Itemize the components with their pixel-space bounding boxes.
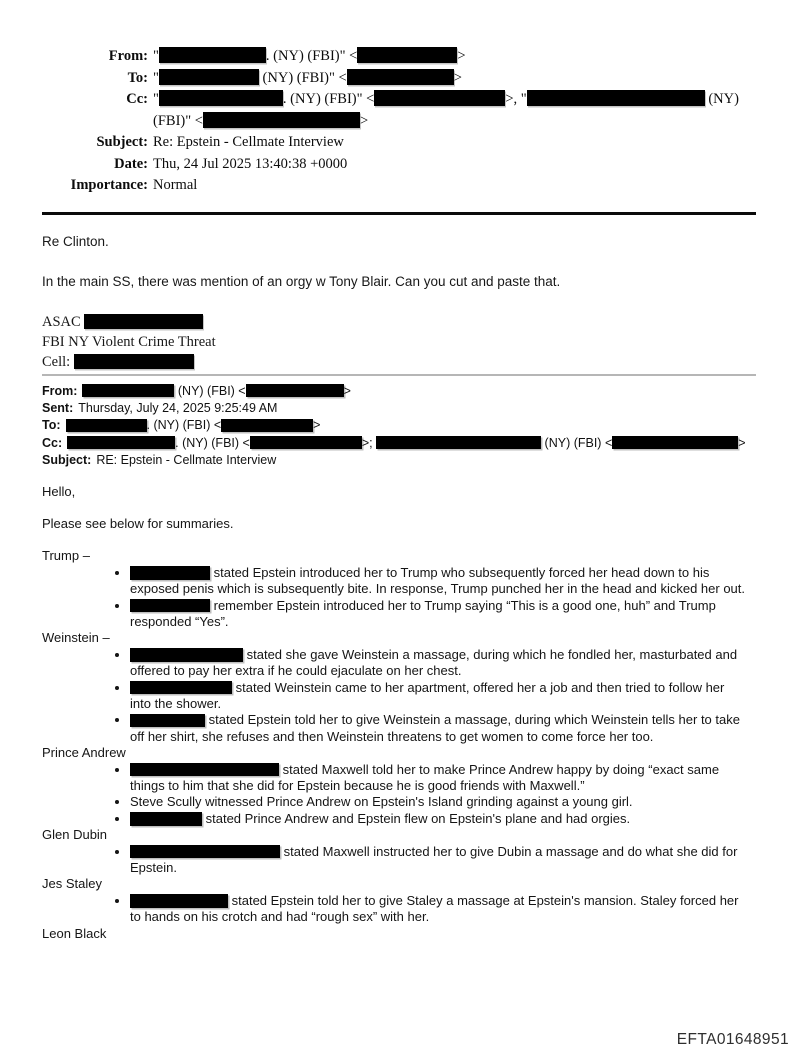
body-paragraph: Re Clinton. <box>42 233 109 249</box>
text-segment: Thu, 24 Jul 2025 13:40:38 +0000 <box>153 155 348 172</box>
text-segment: " <box>153 69 159 86</box>
header-field-row <box>42 435 756 452</box>
bullet-item <box>130 565 756 598</box>
thick-divider <box>42 212 756 215</box>
bullet-list <box>42 844 756 877</box>
field-label: Cc: <box>42 435 63 450</box>
header-field-row <box>42 452 756 469</box>
text-segment: FBI NY Violent Crime Threat <box>42 333 216 350</box>
bullet-item <box>130 794 756 810</box>
text-segment: Cell: <box>42 353 74 370</box>
quoted-email-header <box>42 383 756 470</box>
summary-sections <box>42 548 756 942</box>
greeting-text: Hello, <box>42 483 76 499</box>
section-title: Weinstein – <box>42 630 110 646</box>
text-segment: stated Epstein told her to give Weinstein a massage, during which Weinstein tells her to take off her shirt, she refuses and then Weinstein threatens to get women to come force her too. <box>130 712 740 744</box>
bullet-item <box>130 844 756 877</box>
field-value <box>153 175 756 197</box>
bullet-list <box>42 893 756 926</box>
field-value <box>153 68 756 90</box>
redaction-bar <box>74 354 194 369</box>
redaction-bar <box>612 436 738 449</box>
field-label: From: <box>108 48 148 64</box>
text-segment: remember Epstein introduced her to Trump saying “This is a good one, huh” and Trump responded “Yes”. <box>130 597 716 629</box>
redaction-bar <box>527 90 705 106</box>
redaction-bar <box>67 436 175 449</box>
text-segment: stated Maxwell instructed her to give Dubin a massage and do what she did for Epstein. <box>130 843 738 876</box>
header-field-row <box>42 132 756 154</box>
header-field-row <box>42 46 756 68</box>
bullet-list <box>42 565 756 631</box>
redaction-bar <box>374 90 505 106</box>
quoted-email-body <box>42 484 756 943</box>
bullet-list <box>42 762 756 828</box>
redaction-bar <box>82 384 174 397</box>
text-segment: Thursday, July 24, 2025 9:25:49 AM <box>78 400 278 415</box>
text-segment: " <box>153 48 159 64</box>
redaction-bar <box>130 566 210 580</box>
bullet-list <box>42 647 756 745</box>
text-segment: . (NY) (FBI) < <box>146 418 222 433</box>
header-field-row <box>42 68 756 90</box>
redaction-bar <box>130 763 279 777</box>
redaction-bar <box>221 419 313 432</box>
section-title: Jes Staley <box>42 876 102 892</box>
intro-text: Please see below for summaries. <box>42 515 234 531</box>
text-segment: > <box>313 418 321 433</box>
bullet-item <box>130 893 756 926</box>
text-segment: > <box>343 383 351 398</box>
body-paragraph: In the main SS, there was mention of an orgy w Tony Blair. Can you cut and paste that. <box>42 273 561 289</box>
redaction-bar <box>130 894 228 908</box>
text-segment: RE: Epstein - Cellmate Interview <box>96 453 277 468</box>
header-field-row <box>42 400 756 417</box>
redaction-bar <box>250 436 362 449</box>
field-label: Sent: <box>42 400 74 415</box>
redaction-bar <box>159 90 283 106</box>
header-field-row <box>42 383 756 400</box>
redaction-bar <box>357 47 457 63</box>
text-segment: . (NY) (FBI)" < <box>265 48 358 64</box>
header-field-row <box>42 154 756 176</box>
redaction-bar <box>130 845 280 859</box>
bullet-item <box>130 712 756 745</box>
text-segment: stated Epstein introduced her to Trump who subsequently forced her head down to his exposed penis which is subsequently bite. In response, Trump punched her in the head and kicked her out. <box>130 564 745 597</box>
text-segment: (NY) (FBI) < <box>174 383 246 398</box>
bullet-item <box>130 680 756 713</box>
field-label: From: <box>42 383 78 398</box>
header-field-row <box>42 89 756 132</box>
bullet-item <box>130 647 756 680</box>
field-label: Date: <box>114 155 148 172</box>
field-label: Cc: <box>126 91 148 107</box>
field-value <box>153 154 756 176</box>
field-label: Subject: <box>96 134 148 150</box>
field-value <box>153 46 756 68</box>
section-title: Glen Dubin <box>42 827 108 843</box>
text-segment: > <box>738 435 746 450</box>
text-segment: stated she gave Weinstein a massage, during which he fondled her, masturbated and offered to pay her extra if he could ejaculate on her chest. <box>130 646 738 679</box>
section-title: Trump – <box>42 548 90 564</box>
section-title: Prince Andrew <box>42 745 126 761</box>
signature-line <box>42 352 756 372</box>
text-segment: >, " <box>505 91 527 107</box>
redaction-bar <box>159 69 259 85</box>
text-segment: (NY) (FBI) < <box>541 435 613 450</box>
redaction-bar <box>130 599 210 613</box>
redaction-bar <box>130 812 202 826</box>
thin-divider <box>42 374 756 376</box>
bullet-item <box>130 811 756 827</box>
text-segment: (NY) (FBI)" < <box>153 91 739 129</box>
header-field-row <box>42 417 756 434</box>
signature-line <box>42 312 756 332</box>
header-field-row <box>42 175 756 197</box>
redaction-bar <box>246 384 344 397</box>
field-label: To: <box>42 418 61 433</box>
field-value <box>153 132 756 154</box>
field-value <box>153 89 756 132</box>
text-segment: > <box>457 48 466 64</box>
outer-email-body <box>42 232 756 372</box>
text-segment: " <box>153 91 159 107</box>
redaction-bar <box>347 69 454 85</box>
signature-block <box>42 312 756 372</box>
bates-number: EFTA01648951 <box>676 1031 789 1048</box>
field-label: Subject: <box>42 453 92 468</box>
text-segment: >; <box>361 435 377 450</box>
redaction-bar <box>130 714 205 728</box>
redaction-bar <box>130 681 232 695</box>
bullet-item <box>130 598 756 631</box>
text-segment: stated Maxwell told her to make Prince Andrew happy by doing “exact same things to him that she did for Epstein because he is good friends with Maxwell.” <box>130 761 720 794</box>
redaction-bar <box>376 436 541 449</box>
text-segment: > <box>453 69 462 86</box>
text-segment: Normal <box>153 177 198 193</box>
text-segment: (NY) (FBI)" < <box>258 69 347 86</box>
redaction-bar <box>84 314 203 329</box>
text-segment: ASAC <box>42 313 85 330</box>
field-label: To: <box>127 69 148 86</box>
signature-line <box>42 332 756 352</box>
redaction-bar <box>66 419 147 432</box>
field-label: Importance: <box>70 177 148 193</box>
redaction-bar <box>159 47 266 63</box>
text-segment: stated Epstein told her to give Staley a massage at Epstein's mansion. Staley forced her to hands on his crotch and had “rough sex” with her. <box>130 892 739 925</box>
text-segment: stated Weinstein came to her apartment, offered her a job and then tried to follow her into the shower. <box>130 679 725 711</box>
text-segment: . (NY) (FBI) < <box>175 435 250 450</box>
text-segment: . (NY) (FBI)" < <box>282 91 375 107</box>
redaction-bar <box>203 112 360 128</box>
text-segment: stated Prince Andrew and Epstein flew on Epstein's plane and had orgies. <box>202 810 631 826</box>
section-title: Leon Black <box>42 925 107 941</box>
bullet-item <box>130 762 756 795</box>
text-segment: Re: Epstein - Cellmate Interview <box>153 134 344 150</box>
outer-email-header <box>42 46 756 197</box>
text-segment: > <box>359 112 369 129</box>
redaction-bar <box>130 648 243 662</box>
text-segment: Steve Scully witnessed Prince Andrew on Epstein's Island grinding against a young girl. <box>130 794 633 810</box>
